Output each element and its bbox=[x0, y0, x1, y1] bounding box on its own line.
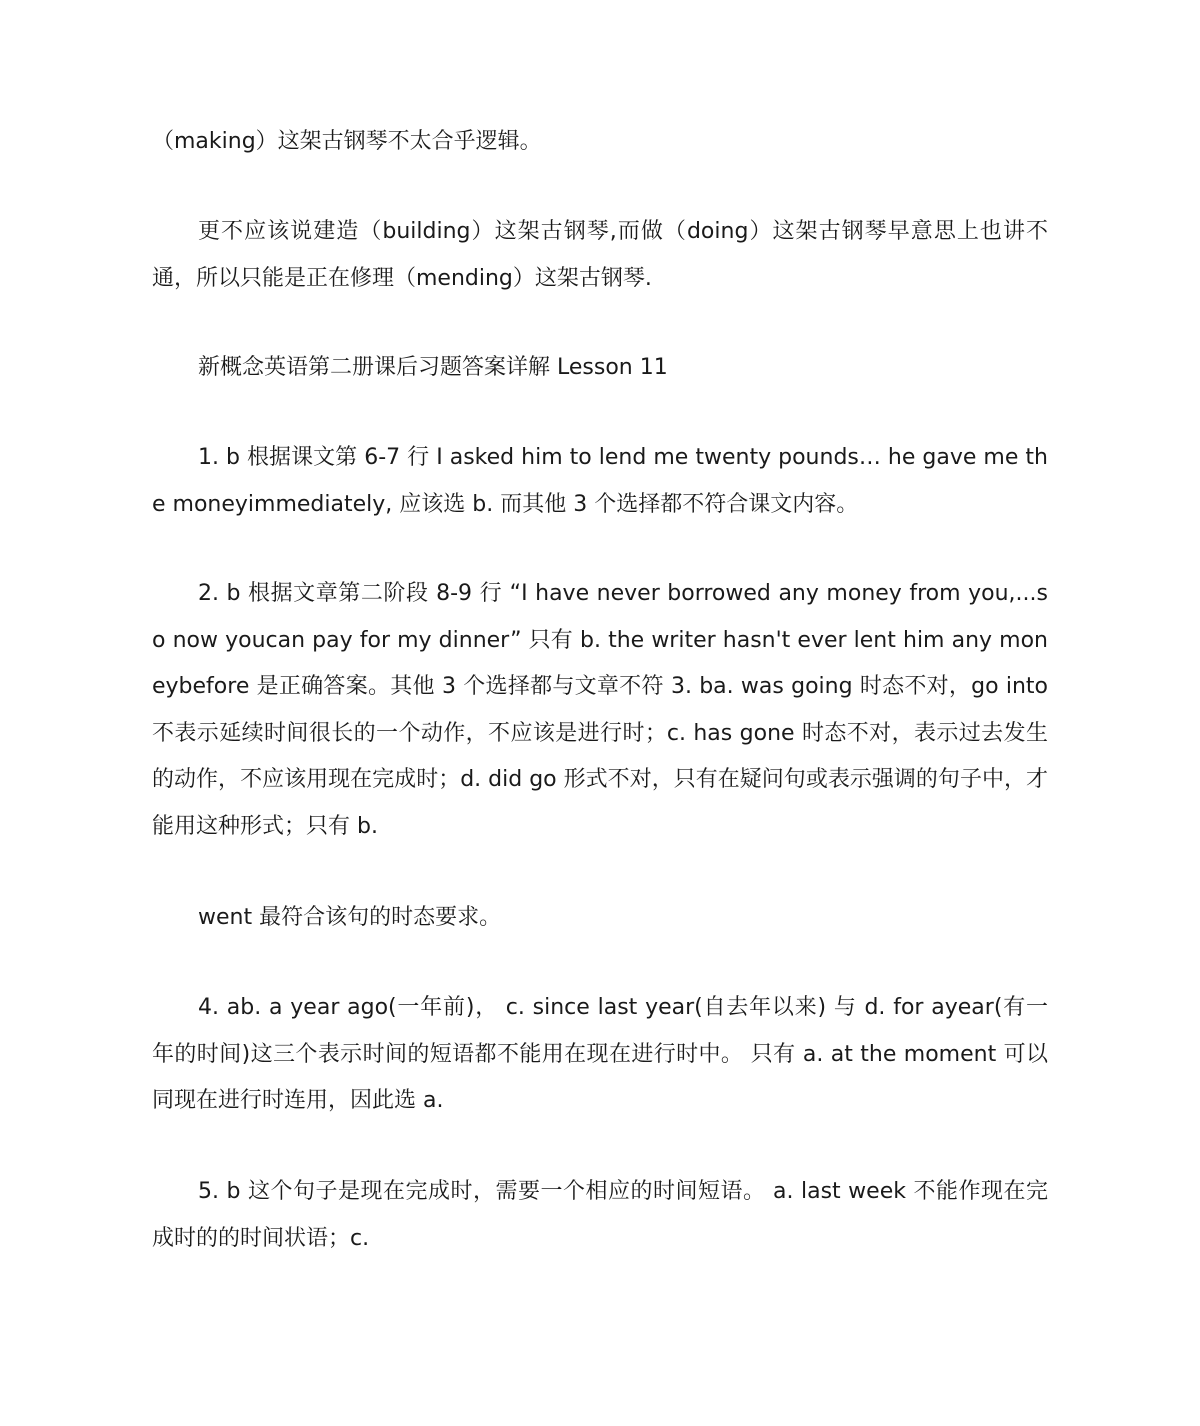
paragraph-building-mending: 更不应该说建造（building）这架古钢琴,而做（doing）这架古钢琴早意思上也讲不通，所以只能是正在修理（mending）这架古钢琴. bbox=[152, 219, 1048, 291]
paragraph-making-continuation: （making）这架古钢琴不太合乎逻辑。 bbox=[152, 129, 542, 154]
answer-1: 1. b 根据课文第 6-7 行 I asked him to lend me twenty pounds… he gave me the moneyimmediately, 应该选 b. 而其他 3 个选择都不符合课文内容。 bbox=[152, 445, 1048, 517]
answer-5: 5. b 这个句子是现在完成时，需要一个相应的时间短语。 a. last week 不能作现在完成时的的时间状语；c. bbox=[152, 1179, 1048, 1251]
answer-2-3: 2. b 根据文章第二阶段 8-9 行 “I have never borrowed any money from you,...so now youcan pay for my dinner” 只有 b. the writer hasn't ever lent him any moneybefore 是正确答案。其他 3 个选择都与文章不符 3. ba. was going 时态不对，go into 不表示延续时间很长的一个动作，不应该是进行时；c. has gone 时态不对，表示过去发生的动作，不应该用现在完成时；d. did go 形式不对，只有在疑问句或表示强调的句子中，才能用这种形式；只有 b. bbox=[152, 581, 1048, 839]
section-heading-lesson-11: 新概念英语第二册课后习题答案详解 Lesson 11 bbox=[198, 355, 668, 380]
answer-3-continuation: went 最符合该句的时态要求。 bbox=[198, 905, 502, 930]
answer-4: 4. ab. a year ago(一年前)， c. since last year(自去年以来) 与 d. for ayear(有一年的时间)这三个表示时间的短语都不能用在现在进行时中。 只有 a. at the moment 可以同现在进行时连用，因此选 a. bbox=[152, 995, 1048, 1113]
